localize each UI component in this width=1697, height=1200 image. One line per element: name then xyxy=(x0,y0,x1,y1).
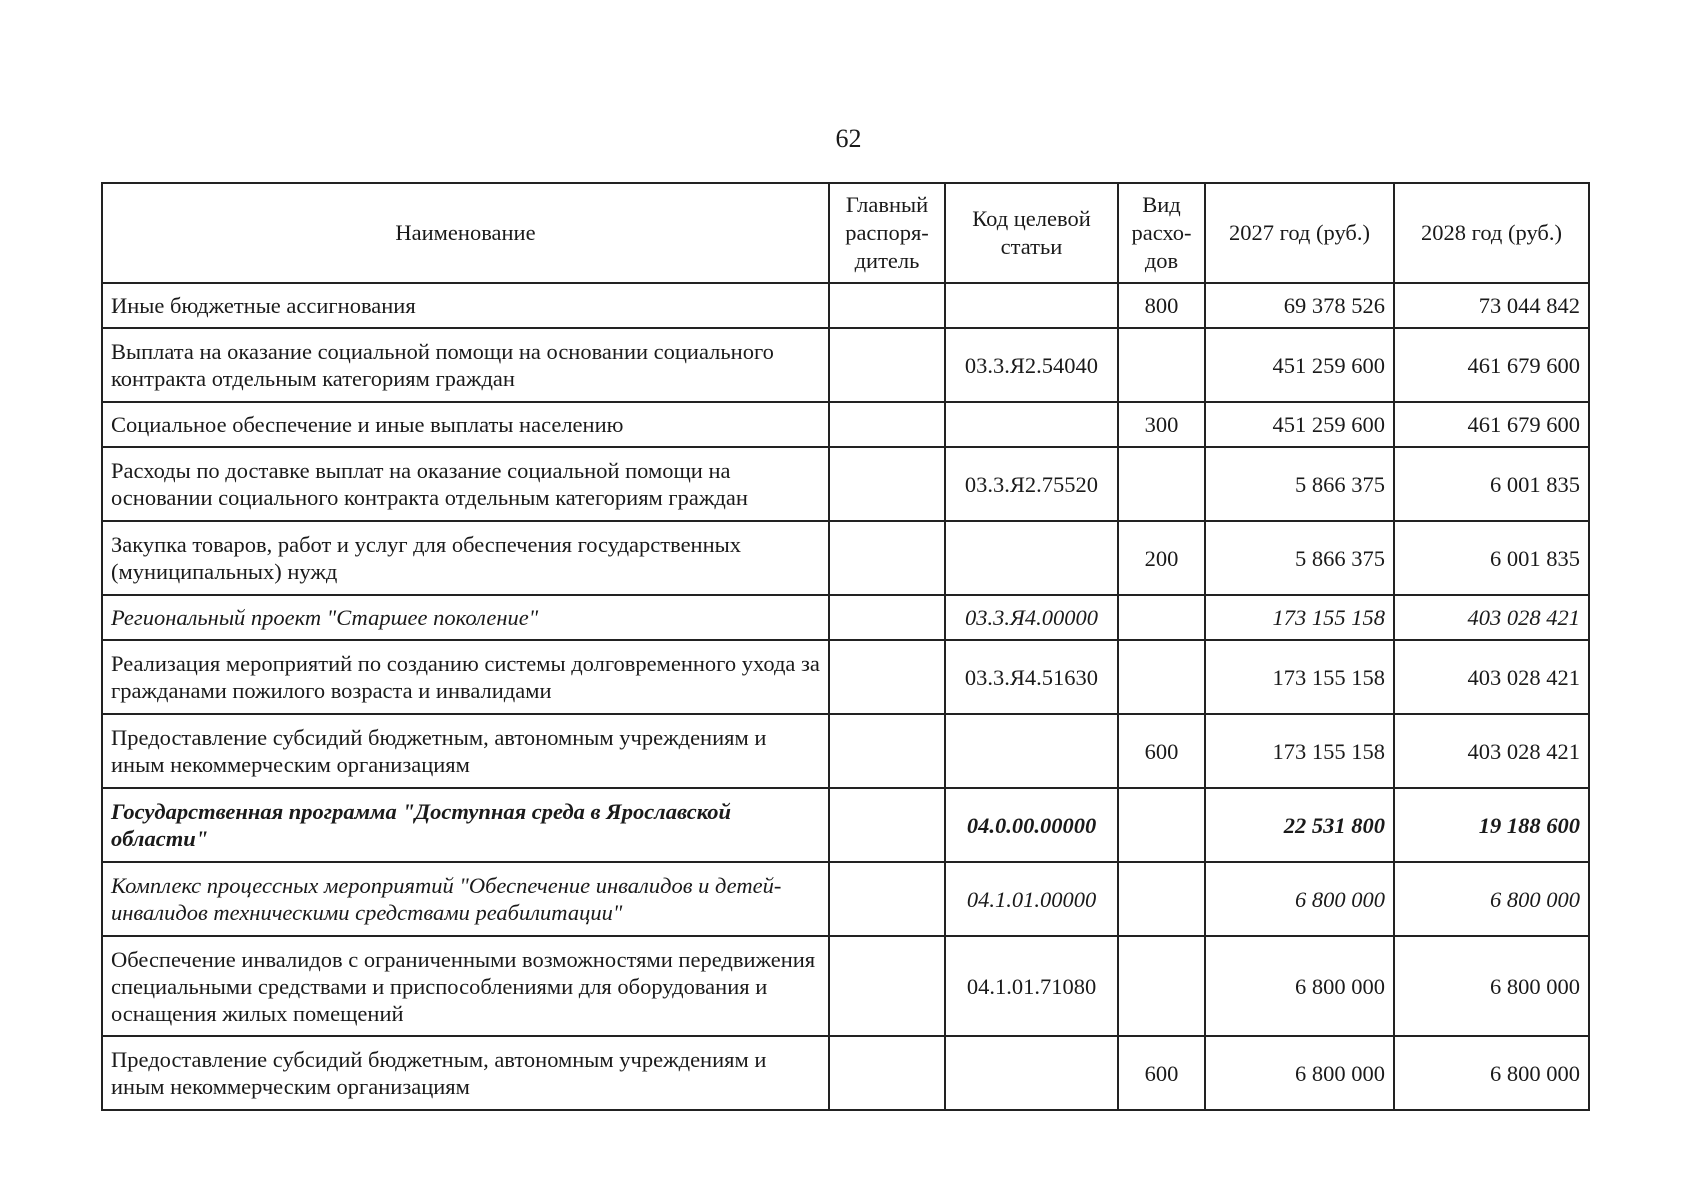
cell-2028: 6 001 835 xyxy=(1394,521,1589,595)
cell-code xyxy=(945,402,1118,447)
cell-2028: 6 800 000 xyxy=(1394,862,1589,936)
cell-code xyxy=(945,1036,1118,1110)
cell-code: 04.1.01.00000 xyxy=(945,862,1118,936)
cell-name: Реализация мероприятий по созданию системы долговременного ухода за гражданами пожилого возраста и инвалидами xyxy=(102,640,829,714)
cell-2027: 173 155 158 xyxy=(1205,640,1394,714)
cell-2027: 451 259 600 xyxy=(1205,328,1394,402)
header-2028: 2028 год (руб.) xyxy=(1394,183,1589,283)
table-row xyxy=(102,1036,1589,1110)
cell-code: 04.0.00.00000 xyxy=(945,788,1118,862)
cell-administrator xyxy=(829,521,945,595)
table-row xyxy=(102,328,1589,402)
cell-code: 03.3.Я2.54040 xyxy=(945,328,1118,402)
cell-kind xyxy=(1118,595,1205,640)
table-row xyxy=(102,936,1589,1036)
cell-2028: 6 001 835 xyxy=(1394,447,1589,521)
cell-name: Государственная программа "Доступная среда в Ярославской области" xyxy=(102,788,829,862)
table-row xyxy=(102,788,1589,862)
cell-kind: 200 xyxy=(1118,521,1205,595)
page-number: 62 xyxy=(835,124,862,153)
cell-2028: 6 800 000 xyxy=(1394,936,1589,1036)
cell-administrator xyxy=(829,402,945,447)
table-row xyxy=(102,521,1589,595)
cell-name: Региональный проект "Старшее поколение" xyxy=(102,595,829,640)
cell-administrator xyxy=(829,788,945,862)
table-row xyxy=(102,640,1589,714)
table-row xyxy=(102,714,1589,788)
table-header-row xyxy=(102,183,1589,283)
cell-2027: 5 866 375 xyxy=(1205,521,1394,595)
cell-2027: 22 531 800 xyxy=(1205,788,1394,862)
table-row xyxy=(102,283,1589,328)
cell-administrator xyxy=(829,640,945,714)
cell-2027: 451 259 600 xyxy=(1205,402,1394,447)
header-2027: 2027 год (руб.) xyxy=(1205,183,1394,283)
cell-code: 03.3.Я4.51630 xyxy=(945,640,1118,714)
cell-2027: 6 800 000 xyxy=(1205,936,1394,1036)
cell-2028: 403 028 421 xyxy=(1394,640,1589,714)
header-kind: Вид расхо-дов xyxy=(1118,183,1205,283)
cell-administrator xyxy=(829,1036,945,1110)
cell-administrator xyxy=(829,328,945,402)
cell-2028: 461 679 600 xyxy=(1394,328,1589,402)
cell-name: Расходы по доставке выплат на оказание социальной помощи на основании социального контракта отдельным категориям граждан xyxy=(102,447,829,521)
cell-2028: 461 679 600 xyxy=(1394,402,1589,447)
cell-code: 03.3.Я2.75520 xyxy=(945,447,1118,521)
cell-kind: 600 xyxy=(1118,1036,1205,1110)
cell-kind xyxy=(1118,862,1205,936)
cell-2028: 6 800 000 xyxy=(1394,1036,1589,1110)
cell-code: 03.3.Я4.00000 xyxy=(945,595,1118,640)
cell-name: Предоставление субсидий бюджетным, автономным учреждениям и иным некоммерческим организациям xyxy=(102,1036,829,1110)
cell-2028: 73 044 842 xyxy=(1394,283,1589,328)
cell-kind: 300 xyxy=(1118,402,1205,447)
cell-2028: 19 188 600 xyxy=(1394,788,1589,862)
cell-code xyxy=(945,714,1118,788)
cell-kind xyxy=(1118,447,1205,521)
header-administrator: Главный распоря-дитель xyxy=(829,183,945,283)
cell-2027: 6 800 000 xyxy=(1205,862,1394,936)
table-row xyxy=(102,595,1589,640)
cell-2027: 173 155 158 xyxy=(1205,595,1394,640)
table-row xyxy=(102,402,1589,447)
header-code: Код целевой статьи xyxy=(945,183,1118,283)
cell-name: Социальное обеспечение и иные выплаты населению xyxy=(102,402,829,447)
cell-2028: 403 028 421 xyxy=(1394,714,1589,788)
cell-code xyxy=(945,521,1118,595)
cell-2027: 173 155 158 xyxy=(1205,714,1394,788)
cell-name: Комплекс процессных мероприятий "Обеспечение инвалидов и детей-инвалидов техническими средствами реабилитации" xyxy=(102,862,829,936)
cell-2027: 6 800 000 xyxy=(1205,1036,1394,1110)
cell-administrator xyxy=(829,447,945,521)
cell-code xyxy=(945,283,1118,328)
cell-kind xyxy=(1118,640,1205,714)
cell-kind xyxy=(1118,936,1205,1036)
header-name: Наименование xyxy=(102,183,829,283)
cell-name: Иные бюджетные ассигнования xyxy=(102,283,829,328)
cell-administrator xyxy=(829,714,945,788)
cell-name: Закупка товаров, работ и услуг для обеспечения государственных (муниципальных) нужд xyxy=(102,521,829,595)
cell-kind: 600 xyxy=(1118,714,1205,788)
cell-code: 04.1.01.71080 xyxy=(945,936,1118,1036)
cell-2028: 403 028 421 xyxy=(1394,595,1589,640)
budget-table xyxy=(101,182,1590,1111)
cell-2027: 69 378 526 xyxy=(1205,283,1394,328)
cell-name: Предоставление субсидий бюджетным, автономным учреждениям и иным некоммерческим организациям xyxy=(102,714,829,788)
cell-kind xyxy=(1118,328,1205,402)
cell-2027: 5 866 375 xyxy=(1205,447,1394,521)
cell-name: Выплата на оказание социальной помощи на основании социального контракта отдельным категориям граждан xyxy=(102,328,829,402)
cell-name: Обеспечение инвалидов с ограниченными возможностями передвижения специальными средствами и приспособлениями для оборудования и оснащения жилых помещений xyxy=(102,936,829,1036)
cell-kind: 800 xyxy=(1118,283,1205,328)
table-row xyxy=(102,447,1589,521)
cell-kind xyxy=(1118,788,1205,862)
cell-administrator xyxy=(829,283,945,328)
cell-administrator xyxy=(829,936,945,1036)
cell-administrator xyxy=(829,595,945,640)
table-row xyxy=(102,862,1589,936)
cell-administrator xyxy=(829,862,945,936)
